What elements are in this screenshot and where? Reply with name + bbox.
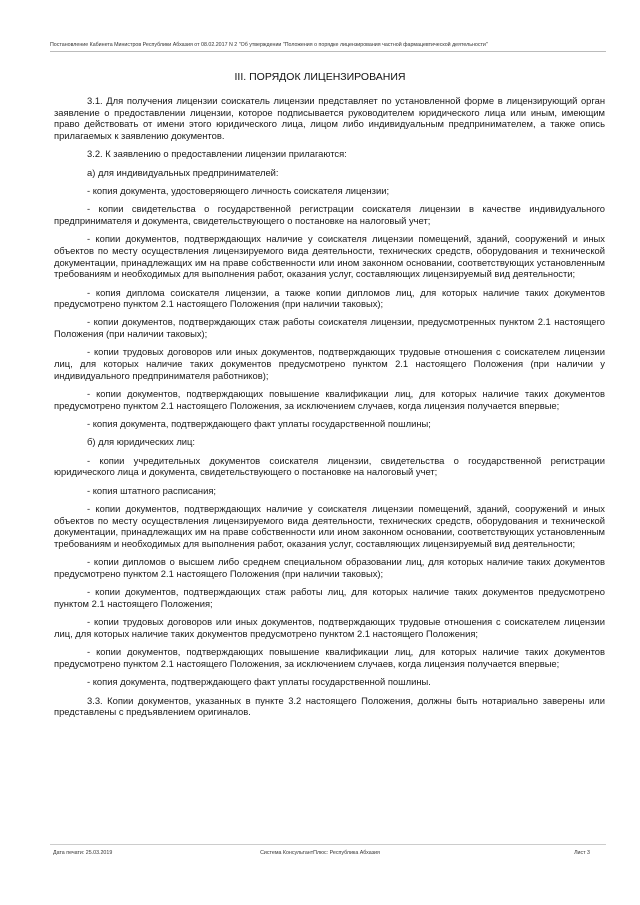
- list-item: - копии свидетельства о государственной регистрации соискателя лицензии в качестве индивидуального предпринимателя и документа, свидетельствующего о постановке на налоговый учет;: [54, 203, 605, 226]
- list-item: - копия документа, удостоверяющего личность соискателя лицензии;: [87, 184, 390, 196]
- page-number: Лист 3: [574, 850, 590, 856]
- list-item: - копия диплома соискателя лицензии, а также копии дипломов лиц, для которых наличие таких документов предусмотрено пунктом 2.1 настоящего Положения (при наличии таковых);: [54, 286, 605, 310]
- list-item: - копии документов, подтверждающих стаж работы лиц, для которых наличие таких документов предусмотрено пунктом 2.1 настоящего Положения;: [54, 586, 605, 609]
- paragraph-3-3: 3.3. Копии документов, указанных в пункте 3.2 настоящего Положения, должны быть нотариально заверены или представлены с предъявлением оригиналов.: [54, 694, 605, 718]
- list-item: - копии документов, подтверждающих наличие у соискателя лицензии помещений, зданий, сооружений и иных объектов по месту осуществления лицензируемого вида деятельности, технических средств, оборудования и технической документации, принадлежащих им на праве собственности или ином законном основании, соответствующих установленным требованиям и необходимых для выполнения работ, оказания услуг, составляющих лицензируемый вид деятельности;: [54, 233, 605, 280]
- list-item: - копии документов, подтверждающих повышение квалификации лиц, для которых наличие таких документов предусмотрено пунктом 2.1 настоящего Положения, за исключением случаев, когда лицензия получается впервые;: [54, 388, 605, 411]
- paragraph-3-2: 3.2. К заявлению о предоставлении лицензии прилагаются:: [87, 148, 347, 160]
- header-divider: [50, 51, 606, 52]
- print-date: Дата печати: 25.03.2019: [53, 850, 113, 856]
- list-item: - копия штатного расписания;: [87, 484, 217, 496]
- list-item: - копии документов, подтверждающих наличие у соискателя лицензии помещений, зданий, сооружений и иных объектов по месту осуществления лицензируемого вида деятельности, технических средств, оборудования и технической документации, принадлежащих им на праве собственности или ином законном основании, соответствующих установленным требованиям и необходимых для выполнения работ, оказания услуг, составляющих лицензируемый вид деятельности;: [54, 503, 605, 549]
- running-header: Постановление Кабинета Министров Республики Абхазия от 08.02.2017 N 2 "Об утверждении "Положения о порядке лицензирования частной фармацевтической деятельности": [50, 42, 488, 48]
- list-item: - копии трудовых договоров или иных документов, подтверждающих трудовые отношения с соискателем лицензии лиц, для которых наличие таких документов предусмотрено пунктом 2.1 настоящего Положения;: [54, 616, 605, 639]
- section-body: [54, 95, 605, 718]
- list-item: - копии документов, подтверждающих стаж работы соискателя лицензии, предусмотренных пунктом 2.1 настоящего Положения (при наличии таковых);: [54, 316, 605, 340]
- paragraph-3-1: 3.1. Для получения лицензии соискатель лицензии представляет по установленной форме в лицензирующий орган заявление о предоставлении лицензии, которое подписывается руководителем юридического лица или иным, имеющим право действовать от имени этого юридического лица, лицом либо индивидуальным предпринимателем, а также опись прилагаемых к заявлению документов.: [54, 95, 605, 141]
- subsection-a-heading: а) для индивидуальных предпринимателей:: [87, 166, 279, 178]
- list-item: - копии учредительных документов соискателя лицензии, свидетельства о государственной регистрации юридического лица и документа, свидетельствующего о постановке на налоговый учет;: [54, 454, 605, 478]
- section-title: III. ПОРЯДОК ЛИЦЕНЗИРОВАНИЯ: [234, 71, 406, 83]
- list-item: - копии дипломов о высшем либо среднем специальном образовании лиц, для которых наличие таких документов предусмотрено пунктом 2.1 настоящего Положения (при наличии таковых);: [54, 556, 605, 579]
- system-name: Система КонсультантПлюс: Республика Абхазия: [260, 850, 380, 856]
- list-item: - копии трудовых договоров или иных документов, подтверждающих трудовые отношения с соискателем лицензии лиц, для которых наличие таких документов предусмотрено пунктом 2.1 настоящего Положения (при наличии у индивидуального предпринимателя работников);: [54, 346, 605, 381]
- list-item: - копии документов, подтверждающих повышение квалификации лиц, для которых наличие таких документов предусмотрено пунктом 2.1 настоящего Положения, за исключением случаев, когда лицензия получается впервые;: [54, 646, 605, 669]
- footer-divider: [50, 844, 606, 845]
- list-item: - копия документа, подтверждающего факт уплаты государственной пошлины;: [87, 418, 431, 430]
- list-item: - копия документа, подтверждающего факт уплаты государственной пошлины.: [87, 676, 431, 688]
- subsection-b-heading: б) для юридических лиц:: [87, 436, 196, 448]
